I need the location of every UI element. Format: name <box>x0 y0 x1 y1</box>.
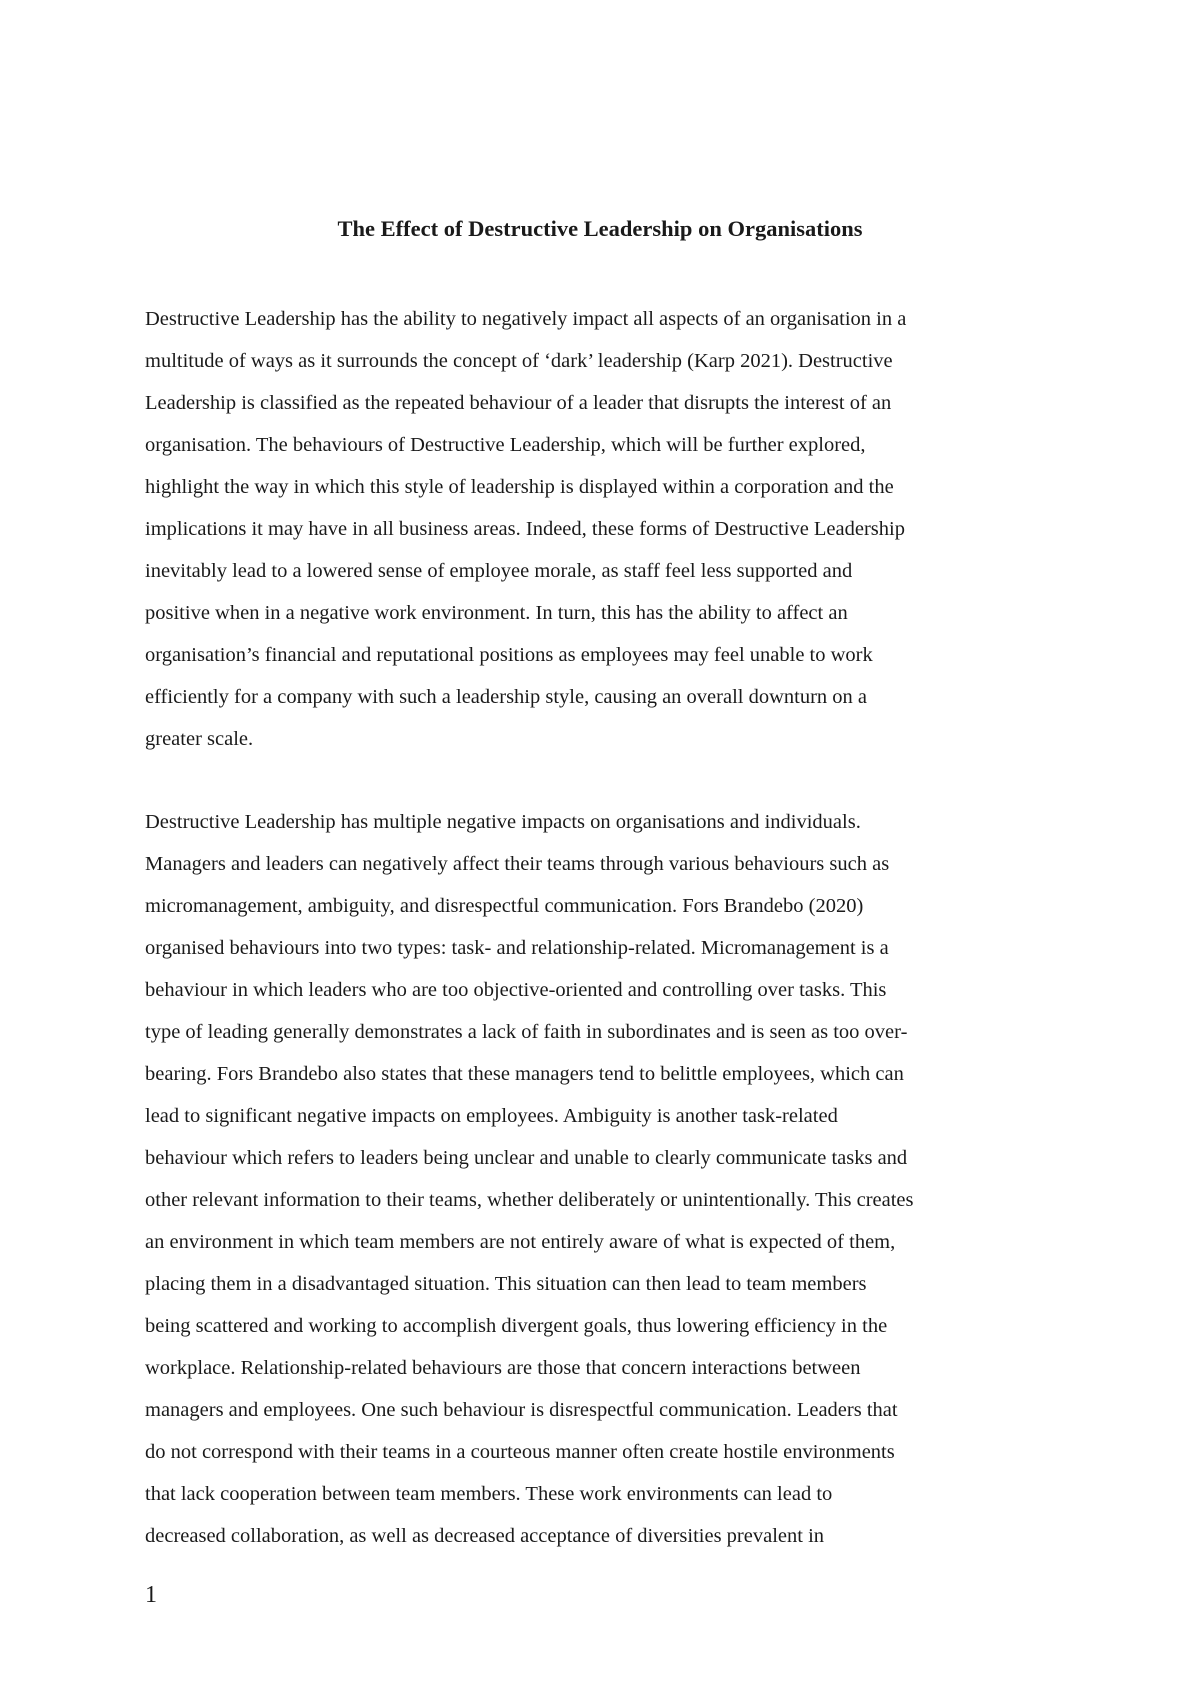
paragraph-1-line: implications it may have in all business areas. Indeed, these forms of Destructive Leadership <box>145 518 905 540</box>
paragraph-2-line: decreased collaboration, as well as decreased acceptance of diversities prevalent in <box>145 1525 825 1547</box>
paragraph-2-line: being scattered and working to accomplish divergent goals, thus lowering efficiency in the <box>145 1315 888 1337</box>
paragraph-2-line: other relevant information to their teams, whether deliberately or unintentionally. This creates <box>145 1189 914 1211</box>
paragraph-1-line: greater scale. <box>145 728 254 750</box>
paragraph-2-line: do not correspond with their teams in a courteous manner often create hostile environments <box>145 1441 895 1463</box>
paragraph-2-line: behaviour in which leaders who are too objective-oriented and controlling over tasks. This <box>145 979 887 1001</box>
paragraph-1-line: efficiently for a company with such a leadership style, causing an overall downturn on a <box>145 686 868 708</box>
paragraph-2-line: micromanagement, ambiguity, and disrespectful communication. Fors Brandebo (2020) <box>145 895 864 917</box>
paragraph-2-line: lead to significant negative impacts on employees. Ambiguity is another task-related <box>145 1105 838 1127</box>
paragraph-2-line: type of leading generally demonstrates a lack of faith in subordinates and is seen as too over- <box>145 1021 908 1043</box>
paragraph-2-line: placing them in a disadvantaged situation. This situation can then lead to team members <box>145 1273 867 1295</box>
paragraph-2-line: managers and employees. One such behaviour is disrespectful communication. Leaders that <box>145 1399 898 1421</box>
paragraph-1-line: Leadership is classified as the repeated behaviour of a leader that disrupts the interest of an <box>145 392 892 414</box>
paragraph-2-line: Destructive Leadership has multiple negative impacts on organisations and individuals. <box>145 811 861 833</box>
document-title: The Effect of Destructive Leadership on Organisations <box>337 216 863 241</box>
paragraph-1-line: positive when in a negative work environment. In turn, this has the ability to affect an <box>145 602 848 624</box>
paragraph-2-line: organised behaviours into two types: task- and relationship-related. Micromanagement is a <box>145 937 889 959</box>
paragraph-1-line: Destructive Leadership has the ability to negatively impact all aspects of an organisation in a <box>145 308 907 330</box>
paragraph-1-line: inevitably lead to a lowered sense of employee morale, as staff feel less supported and <box>145 560 853 582</box>
paragraph-2-line: workplace. Relationship-related behaviours are those that concern interactions between <box>145 1357 861 1379</box>
paragraph-2-line: an environment in which team members are not entirely aware of what is expected of them, <box>145 1231 896 1253</box>
page-number: 1 <box>145 1582 157 1608</box>
paragraph-1-line: organisation’s financial and reputational positions as employees may feel unable to work <box>145 644 873 666</box>
paragraph-2-line: behaviour which refers to leaders being unclear and unable to clearly communicate tasks and <box>145 1147 908 1169</box>
paragraph-1-line: highlight the way in which this style of leadership is displayed within a corporation and the <box>145 476 894 498</box>
paragraph-2-line: bearing. Fors Brandebo also states that these managers tend to belittle employees, which can <box>145 1063 904 1085</box>
paragraph-1-line: multitude of ways as it surrounds the concept of ‘dark’ leadership (Karp 2021). Destructive <box>145 350 893 372</box>
paragraph-2-line: that lack cooperation between team members. These work environments can lead to <box>145 1483 833 1505</box>
paragraph-1-line: organisation. The behaviours of Destructive Leadership, which will be further explored, <box>145 434 866 456</box>
paragraph-2-line: Managers and leaders can negatively affect their teams through various behaviours such as <box>145 853 890 875</box>
